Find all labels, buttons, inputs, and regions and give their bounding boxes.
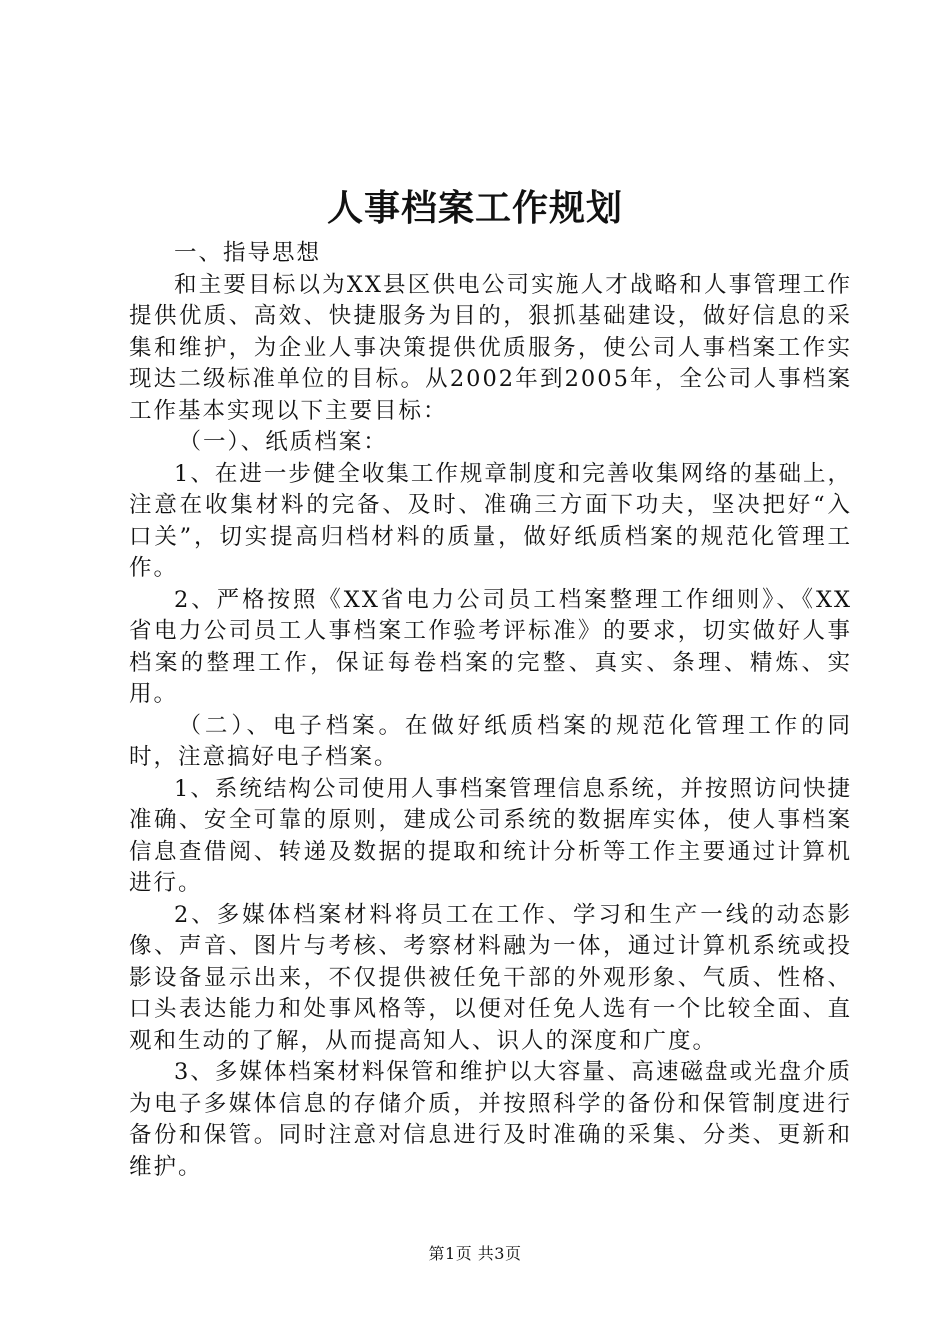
document-body	[129, 238, 852, 1183]
paragraph-main-goals: 和主要目标以为XX县区供电公司实施人才战略和人事管理工作提供优质、高效、快捷服务为目的，狠抓基础建设，做好信息的采集和维护，为企业人事决策提供优质服务，使公司人事档案工作实现达二级标准单位的目标。从2002年到2005年，全公司人事档案工作基本实现以下主要目标：	[129, 271, 852, 424]
subsection-heading-paper-archives: （一）、纸质档案：	[178, 429, 388, 455]
paragraph-paper-item-1: 1、在进一步健全收集工作规章制度和完善收集网络的基础上，注意在收集材料的完备、及时、准确三方面下功夫，坚决把好“入口关”，切实提高归档材料的质量，做好纸质档案的规范化管理工作。	[129, 460, 852, 581]
paragraph-electronic-item-1: 1、系统结构公司使用人事档案管理信息系统，并按照访问快捷准确、安全可靠的原则，建成公司系统的数据库实体，使人事档案信息查借阅、转递及数据的提取和统计分析等工作主要通过计算机进行。	[129, 775, 852, 896]
subsection-heading-electronic-archives: （二）、电子档案。在做好纸质档案的规范化管理工作的同时，注意搞好电子档案。	[129, 712, 852, 770]
paragraph-electronic-item-2: 2、多媒体档案材料将员工在工作、学习和生产一线的动态影像、声音、图片与考核、考察材料融为一体，通过计算机系统或投影设备显示出来，不仅提供被任免干部的外观形象、气质、性格、口头表达能力和处事风格等，以便对任免人选有一个比较全面、直观和生动的了解，从而提高知人、识人的深度和广度。	[129, 901, 852, 1054]
paragraph-electronic-item-3: 3、多媒体档案材料保管和维护以大容量、高速磁盘或光盘介质为电子多媒体信息的存储介质，并按照科学的备份和保管制度进行备份和保管。同时注意对信息进行及时准确的采集、分类、更新和维护。	[129, 1059, 852, 1180]
paragraph-paper-item-2: 2、严格按照《XX省电力公司员工档案整理工作细则》、《XX省电力公司员工人事档案工作验考评标准》的要求，切实做好人事档案的整理工作，保证每卷档案的完整、真实、条理、精炼、实用。	[129, 586, 852, 707]
document-title: 人事档案工作规划	[326, 187, 623, 229]
page-footer: 第1页 共3页	[428, 1244, 522, 1263]
section-heading-guiding-ideology: 一、指导思想	[174, 240, 322, 266]
